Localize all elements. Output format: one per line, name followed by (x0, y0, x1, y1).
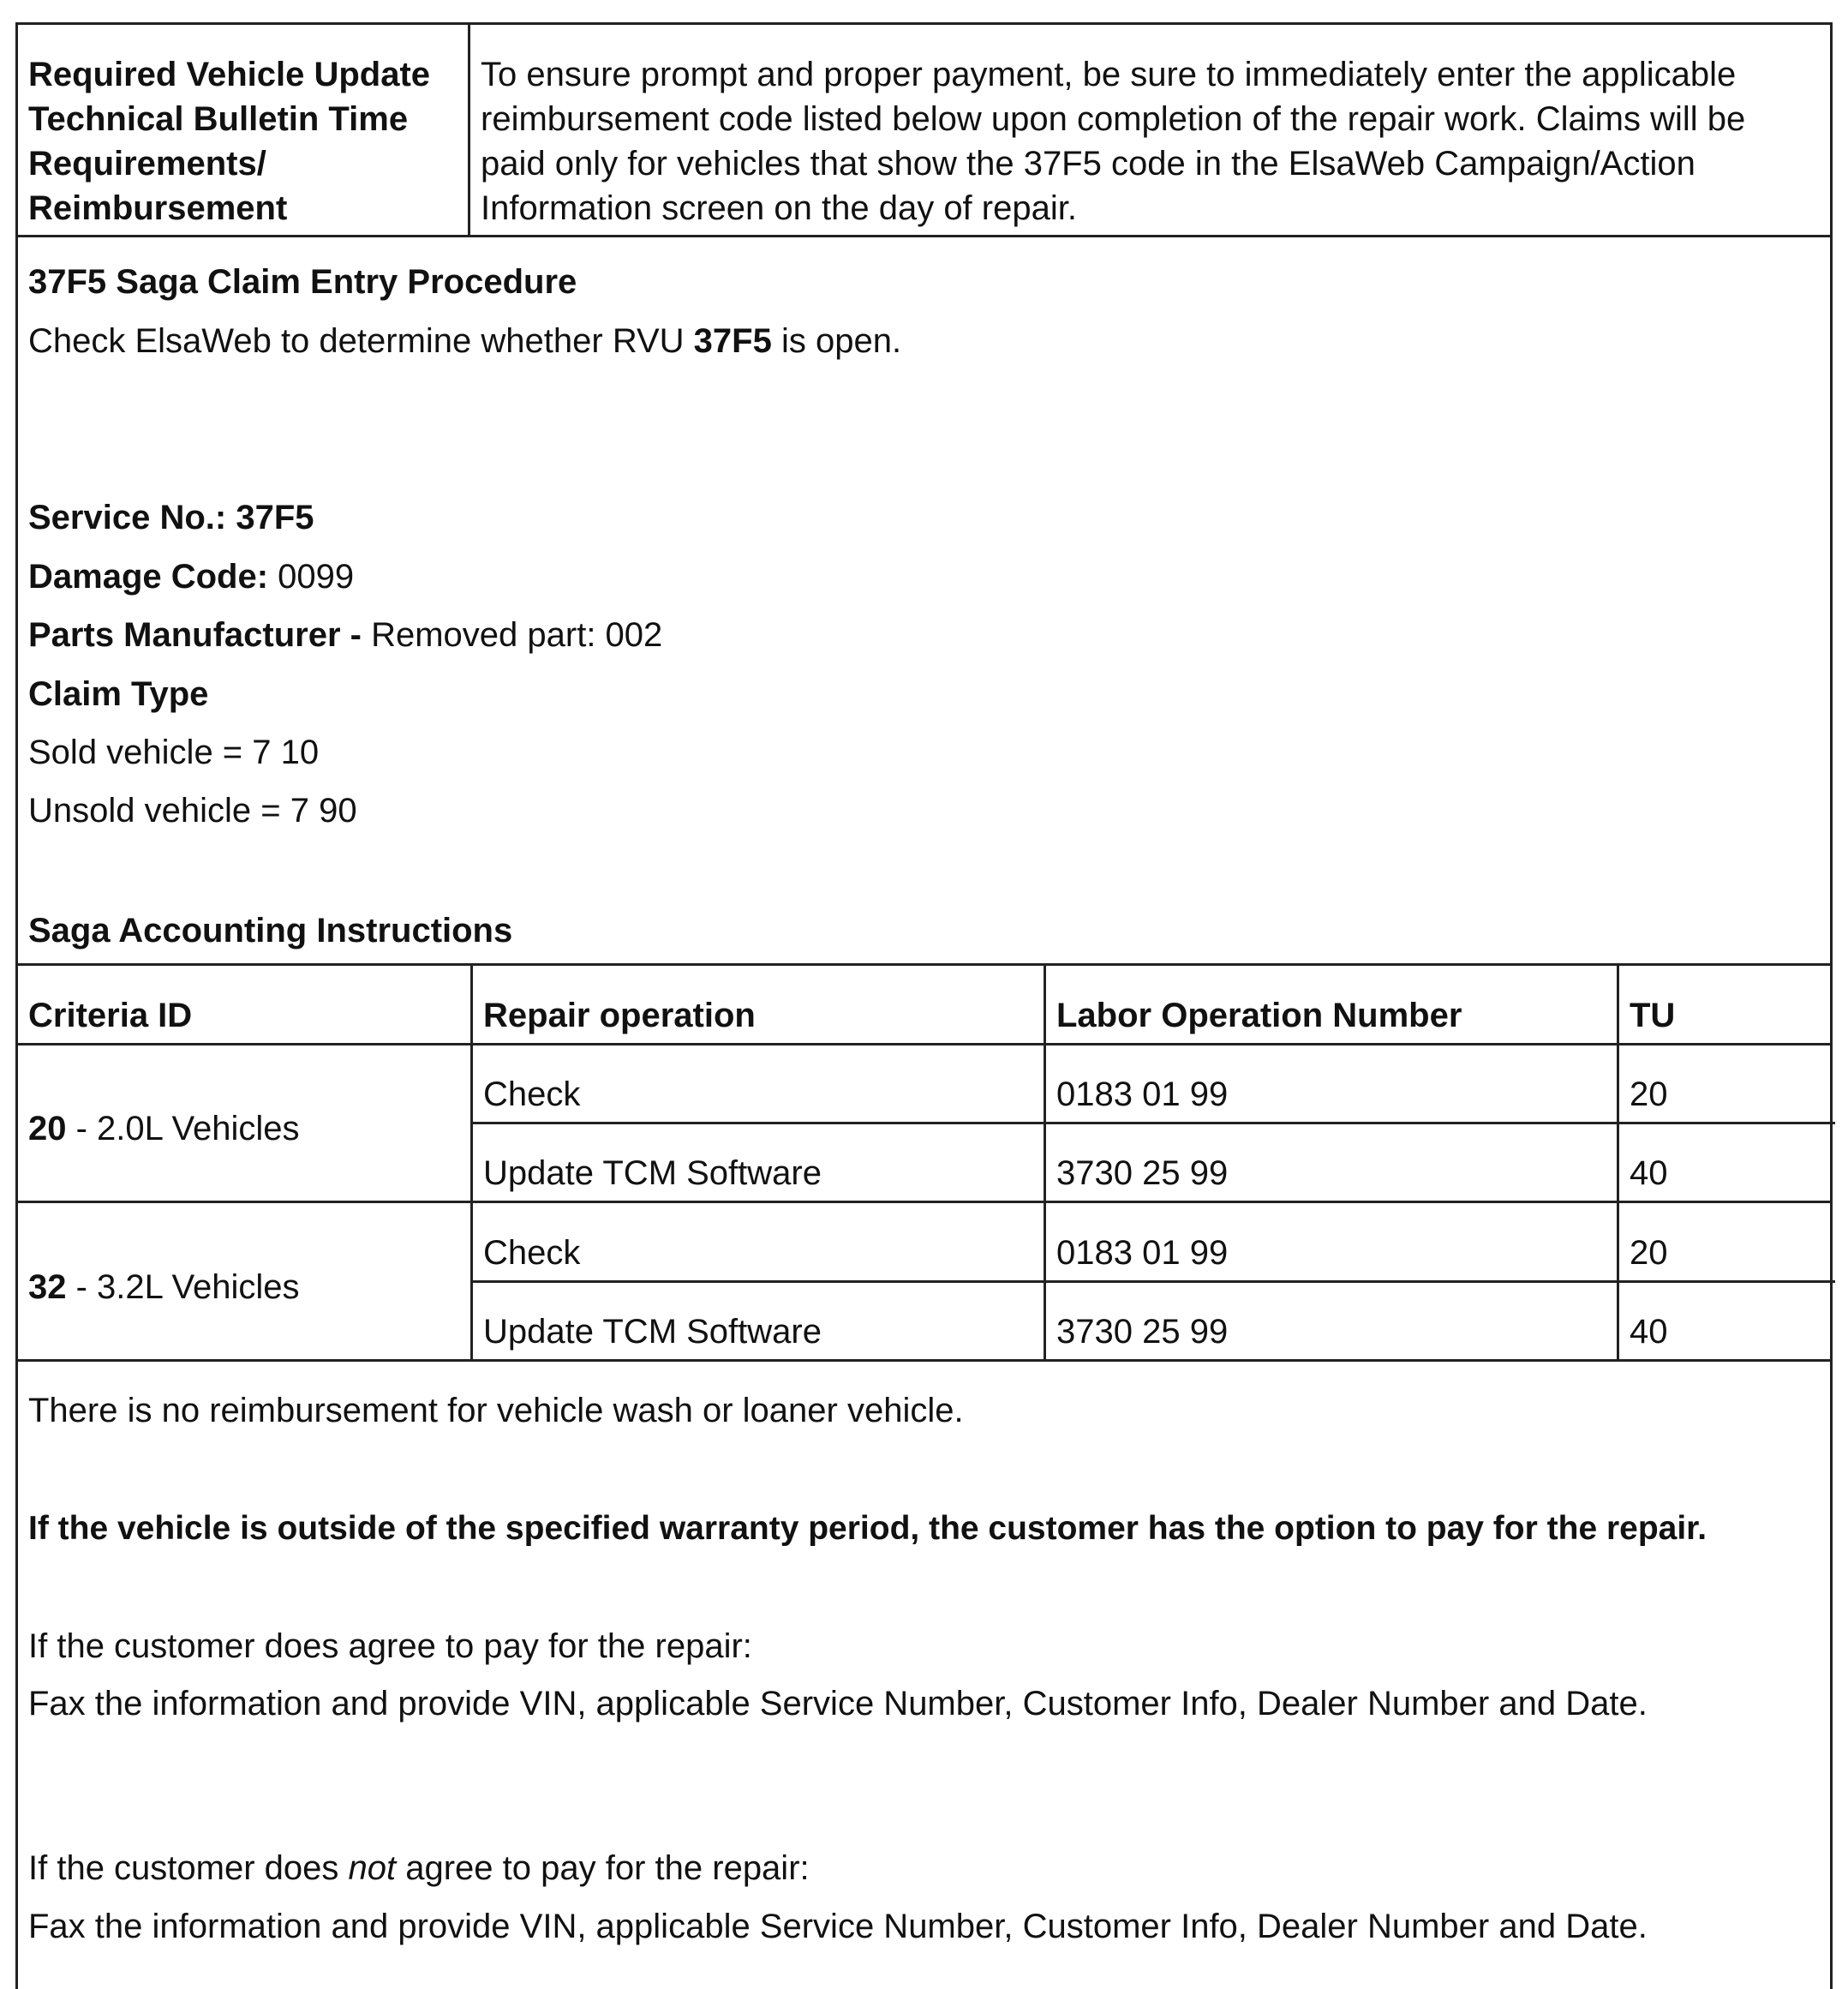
tu-cell: 40 (1630, 1313, 1668, 1351)
agree-fax-instructions: Fax the information and provide VIN, applicable Service Number, Customer Info, Dealer Number and Date. (28, 1685, 1648, 1722)
column-header-criteria-id: Criteria ID (28, 997, 193, 1034)
repair-operation-cell: Update TCM Software (483, 1313, 822, 1351)
criteria-cell (28, 1110, 300, 1148)
sold-vehicle: Sold vehicle = 7 10 (28, 734, 320, 771)
labor-number-cell: 0183 01 99 (1056, 1234, 1229, 1272)
criteria-id: 32 (28, 1268, 67, 1306)
not-agree-post: agree to pay for the repair: (396, 1849, 810, 1887)
reimbursement-text (470, 25, 1830, 235)
parts-manufacturer-line (28, 616, 662, 655)
label-line: Requirements/ (28, 145, 266, 183)
check-elsaweb-line (28, 322, 901, 361)
tu-cell: 20 (1630, 1075, 1668, 1113)
column-header-tu: TU (1630, 997, 1676, 1034)
labor-number-cell: 0183 01 99 (1056, 1075, 1229, 1113)
rvu-code: 37F5 (693, 322, 772, 360)
damage-code-line (28, 558, 354, 596)
label-line: Required Vehicle Update (28, 56, 431, 93)
text-line: reimbursement code listed below upon completion of the repair work. Claims will be (481, 100, 1746, 138)
parts-manufacturer-value: Removed part: 002 (361, 616, 663, 654)
criteria-desc: - 2.0L Vehicles (66, 1110, 300, 1147)
tu-cell: 20 (1630, 1234, 1668, 1272)
check-post: is open. (771, 322, 902, 360)
not-emphasis: not (348, 1849, 397, 1887)
not-agree-fax-instructions: Fax the information and provide VIN, applicable Service Number, Customer Info, Dealer Number and Date. (28, 1908, 1648, 1945)
agree-heading: If the customer does agree to pay for the repair: (28, 1627, 752, 1665)
criteria-desc: - 3.2L Vehicles (66, 1268, 300, 1306)
bulletin-document (15, 22, 1833, 1989)
procedure-title: 37F5 Saga Claim Entry Procedure (28, 263, 577, 301)
not-agree-pre: If the customer does (28, 1849, 349, 1887)
criteria-id: 20 (28, 1110, 67, 1147)
claim-type-label: Claim Type (28, 675, 209, 713)
label-line: Reimbursement (28, 189, 288, 227)
service-number: Service No.: 37F5 (28, 499, 314, 536)
text-line: Information screen on the day of repair. (481, 189, 1077, 227)
warranty-note: If the vehicle is outside of the specified warranty period, the customer has the option to pay for the repair. (28, 1510, 1707, 1547)
text-line: paid only for vehicles that show the 37F5 code in the ElsaWeb Campaign/Action (481, 145, 1695, 183)
accounting-title: Saga Accounting Instructions (28, 912, 513, 950)
reimbursement-header-row (18, 25, 1830, 237)
labor-number-cell: 3730 25 99 (1056, 1154, 1229, 1192)
tu-cell: 40 (1630, 1154, 1668, 1192)
column-header-repair-operation: Repair operation (483, 997, 756, 1034)
damage-code-label: Damage Code: (28, 558, 269, 596)
damage-code-value: 0099 (268, 558, 355, 596)
text-line: To ensure prompt and proper payment, be sure to immediately enter the applicable (481, 56, 1737, 93)
repair-operation-cell: Update TCM Software (483, 1154, 822, 1192)
label-line: Technical Bulletin Time (28, 100, 409, 138)
repair-operation-cell: Check (483, 1234, 581, 1272)
parts-manufacturer-label: Parts Manufacturer - (28, 616, 362, 654)
criteria-cell (28, 1268, 300, 1307)
labor-number-cell: 3730 25 99 (1056, 1313, 1229, 1351)
no-reimbursement-note: There is no reimbursement for vehicle wash or loaner vehicle. (28, 1392, 964, 1429)
unsold-vehicle: Unsold vehicle = 7 90 (28, 792, 357, 830)
column-header-labor-operation: Labor Operation Number (1056, 997, 1462, 1034)
not-agree-heading (28, 1849, 810, 1888)
repair-operation-cell: Check (483, 1075, 581, 1113)
reimbursement-label (18, 25, 470, 235)
check-pre: Check ElsaWeb to determine whether RVU (28, 322, 694, 360)
